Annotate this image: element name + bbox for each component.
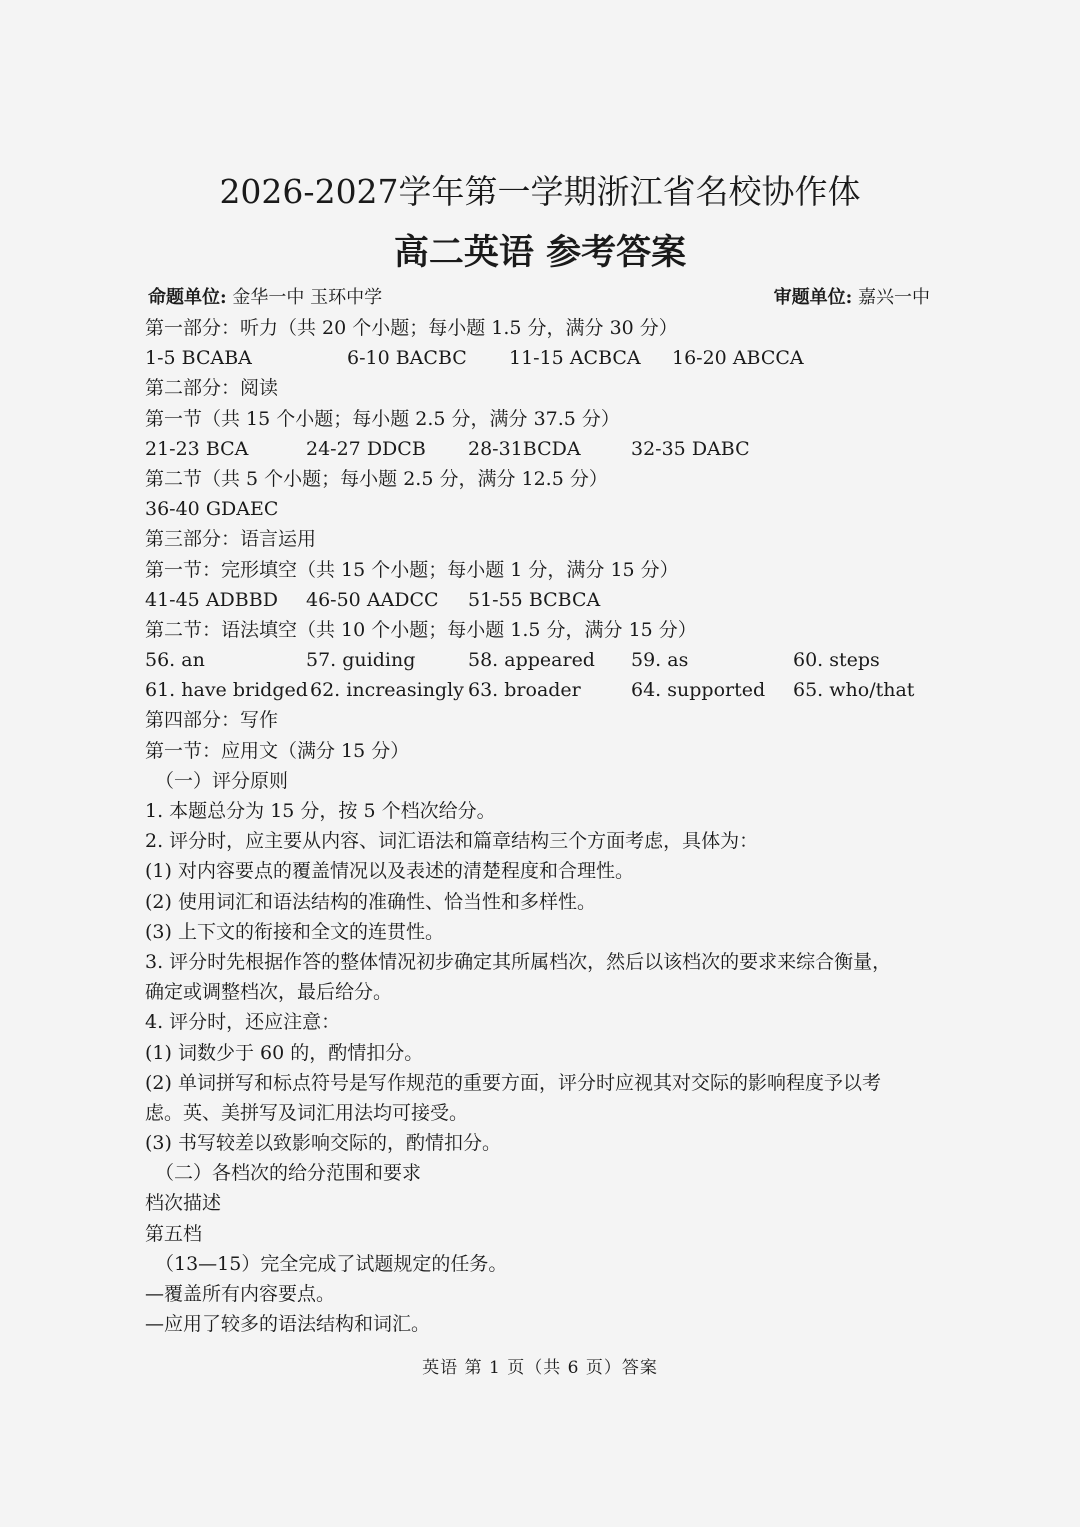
answer-group: 1-5 BCABA: [145, 347, 252, 370]
part2-heading: 第二部分：阅读: [145, 377, 279, 400]
part1-heading: 第一部分：听力（共 20 个小题；每小题 1.5 分，满分 30 分）: [145, 317, 678, 339]
level5-item: —覆盖所有内容要点。: [145, 1283, 336, 1305]
document-title: 2026-2027学年第一学期浙江省名校协作体: [219, 172, 861, 211]
part2-sec1-answers: [145, 434, 945, 464]
setter-unit: [148, 283, 382, 313]
principle-line: 1. 本题总分为 15 分，按 5 个档次给分。: [145, 800, 496, 822]
answer-group: 16-20 ABCCA: [672, 347, 804, 370]
answer-group: 24-27 DDCB: [306, 437, 426, 460]
part1-answers: [145, 343, 945, 373]
document-subtitle: 高二英语 参考答案: [393, 232, 687, 273]
level5-item: —应用了较多的语法结构和词汇。: [145, 1313, 431, 1336]
part4-sec1-heading: 第一节：应用文（满分 15 分）: [145, 739, 410, 762]
setter-value: 金华一中 玉环中学: [232, 287, 383, 308]
units-line: [148, 283, 930, 313]
answer-group: 11-15 ACBCA: [509, 347, 641, 370]
levels-description: 档次描述: [145, 1192, 222, 1215]
grammar-answer: 56. an: [145, 649, 205, 672]
part3-sec2-heading: 第二节：语法填空（共 10 个小题；每小题 1.5 分，满分 15 分）: [145, 618, 697, 641]
reviewer-value: 嘉兴一中: [858, 287, 930, 308]
answer-group: 32-35 DABC: [631, 437, 750, 460]
part3-sec1-answers: [145, 585, 945, 615]
part3-heading: 第三部分：语言运用: [145, 528, 317, 551]
grammar-answer: 63. broader: [468, 679, 581, 702]
principle-line: 确定或调整档次，最后给分。: [145, 981, 393, 1004]
principle-line: (3) 书写较差以致影响交际的，酌情扣分。: [145, 1132, 501, 1155]
levels-heading: （二）各档次的给分范围和要求: [155, 1162, 422, 1185]
answer-group: 51-55 BCBCA: [468, 588, 601, 611]
answer-group: 21-23 BCA: [145, 437, 249, 460]
grammar-answer: 62. increasingly: [310, 679, 464, 702]
part2-sec2-heading: 第二节（共 5 个小题；每小题 2.5 分，满分 12.5 分）: [145, 467, 608, 490]
answer-group: 36-40 GDAEC: [145, 498, 279, 521]
grammar-answer: 60. steps: [793, 649, 880, 672]
part3-sec1-heading: 第一节：完形填空（共 15 个小题；每小题 1 分，满分 15 分）: [145, 558, 679, 581]
principles-heading: （一）评分原则: [155, 769, 289, 792]
grammar-answer: 57. guiding: [306, 649, 416, 672]
principle-line: (2) 单词拼写和标点符号是写作规范的重要方面，评分时应视其对交际的影响程度予以考: [145, 1071, 881, 1094]
grammar-answer: 59. as: [631, 649, 689, 672]
level5-range: （13—15）完全完成了试题规定的任务。: [155, 1252, 508, 1275]
principle-line: (1) 对内容要点的覆盖情况以及表述的清楚程度和合理性。: [145, 860, 634, 883]
grammar-answer: 65. who/that: [793, 679, 915, 702]
principle-line: (1) 词数少于 60 的，酌情扣分。: [145, 1041, 424, 1064]
principle-line: (2) 使用词汇和语法结构的准确性、恰当性和多样性。: [145, 890, 596, 913]
grammar-answer: 58. appeared: [468, 649, 595, 672]
answer-group: 46-50 AADCC: [306, 588, 439, 611]
answer-group: 6-10 BACBC: [347, 347, 467, 370]
reviewer-label: 审题单位:: [773, 287, 853, 308]
principle-line: 虑。英、美拼写及词汇用法均可接受。: [145, 1101, 469, 1124]
grammar-answer: 61. have bridged: [145, 679, 308, 702]
part2-sec2-answers: [145, 494, 945, 524]
answer-group: 28-31BCDA: [468, 437, 581, 460]
part3-sec2-row1: [145, 645, 945, 675]
reviewer-unit: [774, 283, 930, 313]
grammar-answer: 64. supported: [631, 679, 766, 702]
part2-sec1-heading: 第一节（共 15 个小题；每小题 2.5 分，满分 37.5 分）: [145, 407, 620, 430]
page-footer: 英语 第 1 页（共 6 页）答案: [422, 1358, 658, 1378]
answer-group: 41-45 ADBBD: [145, 588, 278, 611]
principle-line: 2. 评分时，应主要从内容、词汇语法和篇章结构三个方面考虑，具体为：: [145, 830, 759, 853]
principle-line: (3) 上下文的衔接和全文的连贯性。: [145, 920, 444, 943]
answer-content: [145, 313, 945, 1339]
principle-line: 4. 评分时，还应注意：: [145, 1011, 341, 1034]
part3-sec2-row2: [145, 675, 945, 705]
setter-label: 命题单位:: [148, 287, 227, 308]
level5-title: 第五档: [145, 1222, 203, 1245]
principle-line: 3. 评分时先根据作答的整体情况初步确定其所属档次，然后以该档次的要求来综合衡量，: [145, 950, 892, 973]
part4-heading: 第四部分：写作: [145, 709, 279, 732]
